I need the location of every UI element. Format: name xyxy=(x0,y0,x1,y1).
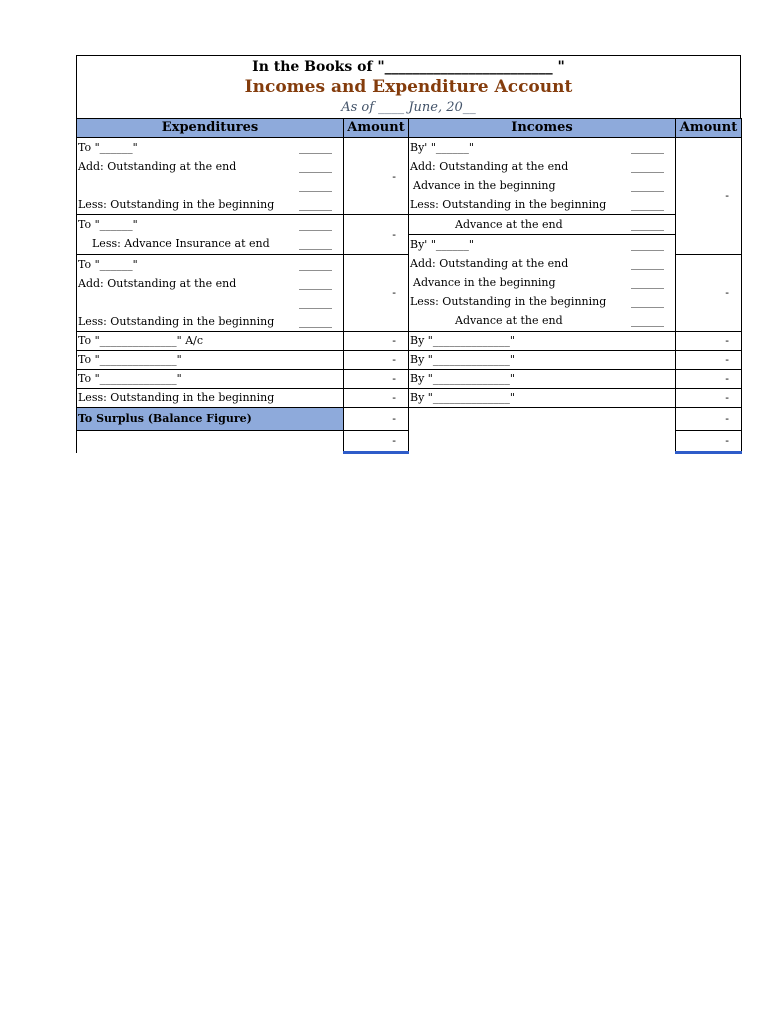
table-row xyxy=(77,331,742,350)
income-block-2 xyxy=(409,254,676,331)
income-item[interactable]: By "______________" xyxy=(409,350,676,369)
expenditure-item[interactable]: To "______________" xyxy=(77,369,344,388)
as-of-date[interactable]: As of ____ June, 20__ xyxy=(341,100,476,115)
col-expenditures: Expenditures xyxy=(77,119,344,138)
totals-row xyxy=(77,430,742,453)
income-amount-1[interactable]: - xyxy=(676,138,742,255)
income-block-1 xyxy=(409,138,676,215)
total-right: - xyxy=(676,430,742,453)
list-item[interactable]: To "______" ______ xyxy=(78,141,332,154)
books-of-line[interactable]: In the Books of "________________________ " xyxy=(252,59,565,75)
list-item[interactable]: Add: Outstanding at the end ______ xyxy=(410,257,664,270)
sheet-header xyxy=(76,55,741,118)
income-item[interactable]: By "______________" xyxy=(409,331,676,350)
expenditure-amount-3[interactable]: - xyxy=(344,254,409,331)
list-item[interactable]: Less: Outstanding in the beginning ______ xyxy=(410,198,664,211)
income-amount[interactable]: - xyxy=(676,331,742,350)
expenditure-amount[interactable]: - xyxy=(344,331,409,350)
expenditure-block-3 xyxy=(77,254,344,331)
list-item[interactable]: By' "______" ______ xyxy=(410,141,664,154)
expenditure-amount[interactable]: - xyxy=(344,369,409,388)
income-amount-2[interactable]: - xyxy=(676,254,742,331)
income-block-1-cont xyxy=(409,215,676,255)
list-item[interactable]: Less: Outstanding in the beginning ______ xyxy=(78,198,332,211)
list-item[interactable]: By' "______" ______ xyxy=(409,234,675,254)
expenditure-block-2 xyxy=(77,215,344,255)
expenditure-amount-2[interactable]: - xyxy=(344,215,409,255)
col-amount-left: Amount xyxy=(344,119,409,138)
surplus-right-amount[interactable]: - xyxy=(676,407,742,430)
income-item[interactable]: By "______________" xyxy=(409,369,676,388)
surplus-label: To Surplus (Balance Figure) xyxy=(77,407,344,430)
list-item[interactable]: Advance in the beginning ______ xyxy=(413,179,664,192)
totals-spacer-right xyxy=(409,430,676,453)
list-item[interactable]: Add: Outstanding at the end ______ xyxy=(410,160,664,173)
table-row xyxy=(77,388,742,407)
list-item[interactable]: ______ xyxy=(299,179,332,192)
list-item[interactable]: Less: Advance Insurance at end ______ xyxy=(92,237,332,250)
column-header-row xyxy=(77,119,742,138)
expenditure-amount[interactable]: - xyxy=(344,350,409,369)
col-amount-right: Amount xyxy=(676,119,742,138)
list-item[interactable]: Advance at the end ______ xyxy=(455,314,664,327)
income-amount[interactable]: - xyxy=(676,350,742,369)
expenditure-block-1 xyxy=(77,138,344,215)
list-item[interactable]: To "______" ______ xyxy=(78,218,332,231)
list-item[interactable]: Add: Outstanding at the end ______ xyxy=(78,160,332,173)
expenditure-item[interactable]: To "______________" xyxy=(77,350,344,369)
expenditure-item[interactable]: To "______________" A/c xyxy=(77,331,344,350)
list-item[interactable]: Add: Outstanding at the end ______ xyxy=(78,276,332,290)
list-item[interactable]: Less: Outstanding in the beginning ______ xyxy=(78,314,332,328)
table-row xyxy=(77,369,742,388)
surplus-row xyxy=(77,407,742,430)
table-row xyxy=(77,350,742,369)
income-item[interactable]: By "______________" xyxy=(409,388,676,407)
list-item[interactable]: Advance in the beginning ______ xyxy=(413,276,664,289)
total-left: - xyxy=(344,430,409,453)
surplus-amount[interactable]: - xyxy=(344,407,409,430)
surplus-income-spacer xyxy=(409,407,676,430)
account-table xyxy=(76,118,742,454)
list-item[interactable]: Advance at the end ______ xyxy=(455,218,664,231)
totals-spacer-left xyxy=(77,430,344,453)
col-incomes: Incomes xyxy=(409,119,676,138)
account-sheet xyxy=(76,55,741,454)
list-item[interactable]: ______ xyxy=(299,295,332,309)
list-item[interactable]: To "______" ______ xyxy=(78,257,332,271)
expenditure-amount-1[interactable]: - xyxy=(344,138,409,215)
list-item[interactable]: Less: Outstanding in the beginning ______ xyxy=(410,295,664,308)
expenditure-item[interactable]: Less: Outstanding in the beginning xyxy=(77,388,344,407)
account-title: Incomes and Expenditure Account xyxy=(244,77,573,97)
income-amount[interactable]: - xyxy=(676,369,742,388)
expenditure-amount[interactable]: - xyxy=(344,388,409,407)
income-amount[interactable]: - xyxy=(676,388,742,407)
